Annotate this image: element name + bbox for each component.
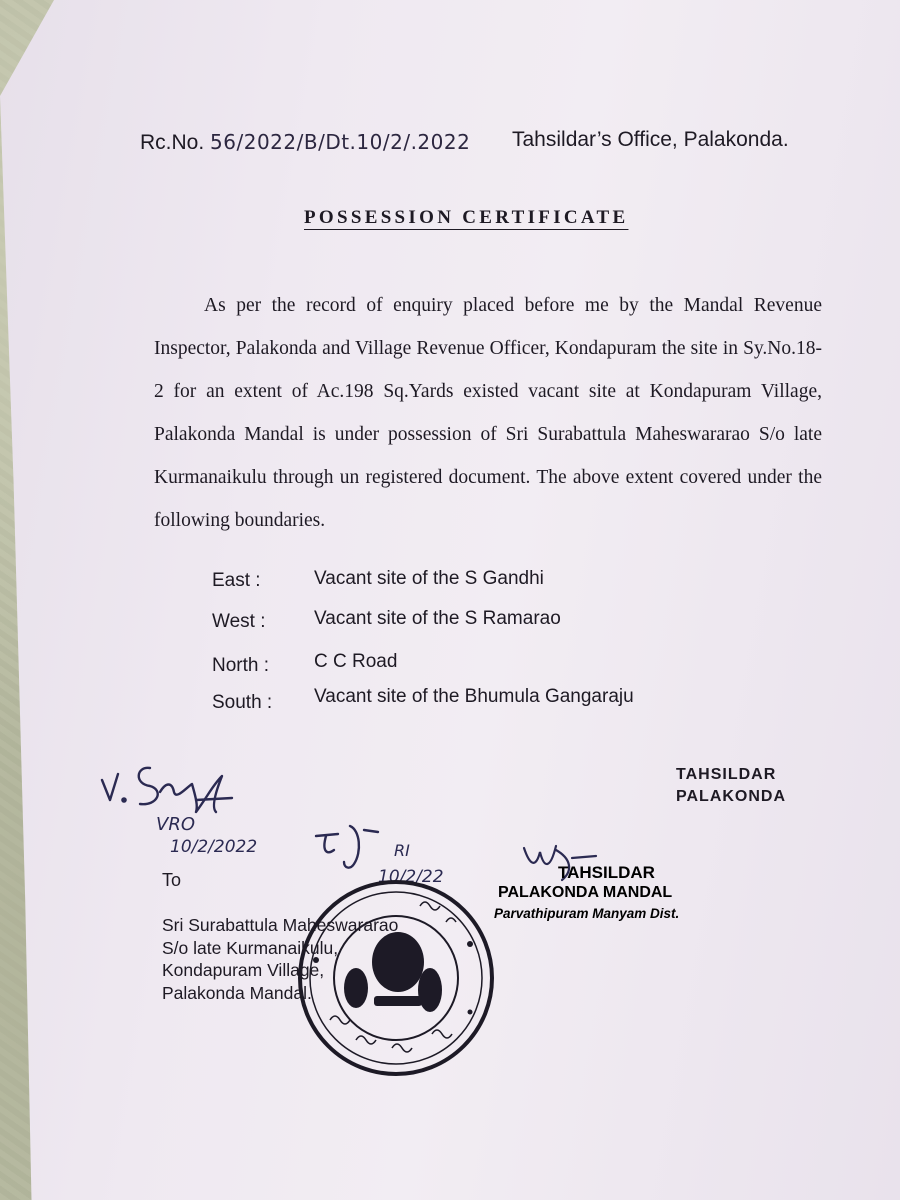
boundary-label-west: West :	[212, 611, 266, 632]
vro-role: VRO	[156, 814, 195, 835]
boundary-value-west: Vacant site of the S Ramarao	[314, 608, 561, 629]
address-line-4: Palakonda Mandal.	[162, 983, 312, 1003]
boundary-label-east: East :	[212, 570, 261, 591]
boundary-label-south: South :	[212, 692, 273, 713]
address-line-3: Kondapuram Village,	[162, 960, 325, 980]
ri-role: RI	[394, 841, 410, 860]
boundary-value-north: C C Road	[314, 651, 398, 672]
address-line-1: Sri Surabattula Maheswararao	[162, 915, 399, 935]
signatory-title: TAHSILDAR	[676, 766, 777, 783]
boundary-value-east: Vacant site of the S Gandhi	[314, 568, 544, 589]
boundary-label-north: North :	[212, 655, 270, 676]
certificate-title: POSSESSION CERTIFICATE	[304, 207, 629, 228]
ri-date: 10/2/22	[378, 867, 444, 887]
vro-signature	[102, 768, 232, 812]
stamp-line-2: PALAKONDA MANDAL	[498, 884, 673, 901]
to-label: To	[162, 870, 182, 890]
reference-prefix: Rc.No.	[140, 131, 205, 154]
vro-date: 10/2/2022	[170, 837, 258, 857]
stamp-line-1: TAHSILDAR	[558, 863, 655, 882]
ri-signature	[316, 826, 378, 868]
office-name: Tahsildar’s Office, Palakonda.	[512, 128, 789, 151]
round-seal	[300, 882, 492, 1074]
reference-handwritten: 56/2022/B/Dt.10/2/.2022	[210, 130, 471, 154]
stamp-line-3: Parvathipuram Manyam Dist.	[494, 906, 680, 921]
address-line-2: S/o late Kurmanaikulu,	[162, 938, 339, 958]
signatory-place: PALAKONDA	[676, 788, 787, 805]
boundary-value-south: Vacant site of the Bhumula Gangaraju	[314, 686, 634, 707]
body-paragraph: As per the record of enquiry placed before me by the Mandal Revenue Inspector, Palakonda and Village Revenue Officer, Kondapuram the site in Sy.No.18-2 for an extent of Ac.198 Sq.Yards existed vacant site at Kondapuram Village, Palakonda Mandal is under possession of Sri Surabattula Maheswararao S/o late Kurmanaikulu through un registered document. The above extent covered under the following boundaries.	[154, 295, 822, 531]
